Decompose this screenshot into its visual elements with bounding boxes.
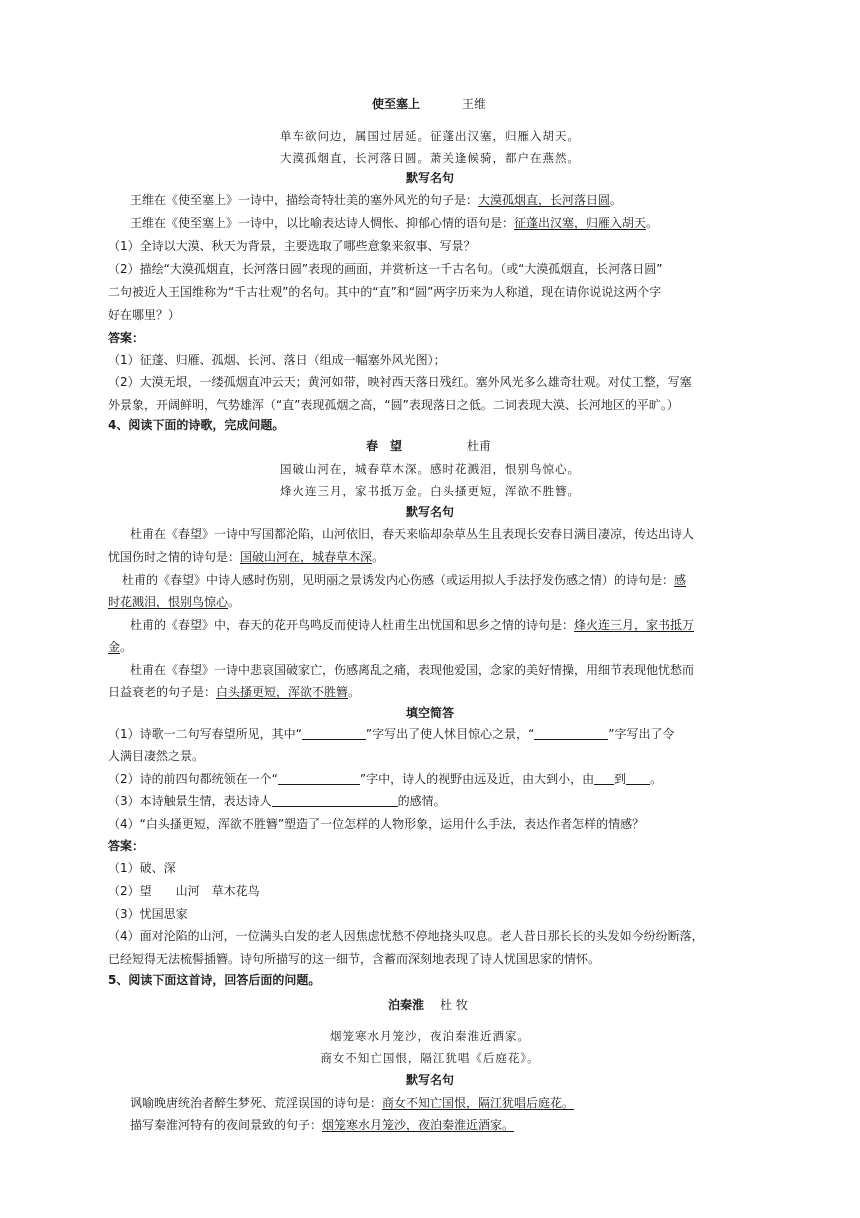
question-2-line-3: 好在哪里？）	[108, 308, 181, 322]
poem1-line-2: 大漠孤烟直，长河落日圆。萧关逢候骑，都户在燕然。	[280, 151, 580, 165]
poem1-title: 使至塞上	[372, 97, 421, 111]
punctuation: 。	[646, 216, 659, 230]
question-text: （3）本诗触景生情，表达诗人	[108, 794, 272, 808]
fill-question-3	[108, 791, 446, 811]
question-4-heading: 4、阅读下面的诗歌，完成问题。	[108, 418, 285, 432]
dictation-prompt: 王维在《使至塞上》一诗中，以比喻表达诗人惆怅、抑郁心情的语句是：	[130, 216, 515, 230]
dictation-answer: 烟笼寒水月笼沙，夜泊秦淮近酒家。	[322, 1118, 515, 1132]
question-1: （1）全诗以大漠、秋天为背景，主要选取了哪些意象来叙事、写景？	[108, 239, 476, 253]
dictation-prompt: 讽喻晚唐统治者醉生梦死、荒淫误国的诗句是：	[130, 1096, 383, 1110]
section-heading-dictation: 默写名句	[405, 171, 454, 185]
section-heading-fill: 填空简答	[405, 706, 454, 720]
question-2-line-1: （2）描绘“大漠孤烟直，长河落日圆”表现的画面，并赏析这一千古名句。（或“大漠孤烟直，长河落日圆”	[108, 262, 663, 276]
poem1-author: 王维	[462, 97, 487, 111]
question-text: ”字中，诗人的视野由远及近，由大到小，由	[359, 772, 595, 786]
dictation-prompt: 日益衰老的句子是：	[108, 685, 217, 699]
dictation-item-1-line-1: 杜甫在《春望》一诗中写国都沦陷，山河依旧，春天来临却杂草丛生且表现长安春日满目凄凉，传达出诗人	[130, 527, 695, 541]
dictation-item-4-line-2	[108, 682, 360, 702]
question-text: ”字写出了使人怵目惊心之景，“	[365, 727, 535, 741]
punctuation: 。	[120, 640, 133, 654]
dictation-item-3-line-2	[108, 637, 132, 657]
answer-blank[interactable]	[626, 771, 650, 785]
dictation-prompt: 王维在《使至塞上》一诗中，描绘奇特壮美的塞外风光的句子是：	[130, 193, 479, 207]
answer-4-line-2: 已经短得无法梳髻插簪。诗句所描写的这一细节，含蓄而深刻地表现了诗人忧国思家的情怀。	[108, 952, 601, 966]
answer-2-line-2: 外景象，开阔鲜明，气势雄浑（“直”表现孤烟之高，“圆”表现落日之低。二词表现大漠、长河地区的平旷。）	[108, 398, 679, 412]
answer-3: （3）忧国思家	[108, 907, 188, 921]
poem2-author: 杜甫	[467, 439, 492, 453]
answer-blank[interactable]	[534, 726, 608, 740]
poem3-line-1: 烟笼寒水月笼沙，夜泊秦淮近酒家。	[330, 1029, 530, 1043]
answer-1: （1）征蓬、归雁、孤烟、长河、落日（组成一幅塞外风光图）；	[108, 353, 446, 367]
answer-label: 答案：	[108, 839, 145, 853]
dictation-item	[130, 1093, 574, 1113]
dictation-answer: 时花溅泪，恨别鸟惊心	[108, 595, 229, 609]
punctuation: 。	[348, 685, 361, 699]
dictation-answer: 金	[108, 640, 121, 654]
fill-question-1-line-1	[108, 724, 675, 744]
section-heading-dictation: 默写名句	[405, 1073, 454, 1087]
dictation-answer: 白头搔更短，浑欲不胜簪	[216, 685, 349, 699]
answer-blank[interactable]	[302, 726, 366, 740]
answer-blank[interactable]	[278, 771, 360, 785]
dictation-answer: 征蓬出汉塞，归雁入胡天	[514, 216, 647, 230]
dictation-answer: 国破山河在，城春草木深	[240, 550, 373, 564]
answer-label: 答案：	[108, 331, 145, 345]
fill-question-1-line-2: 人满目凄然之景。	[108, 749, 205, 763]
dictation-item	[130, 1115, 514, 1135]
dictation-answer: 商女不知亡国恨，隔江犹唱后庭花。	[382, 1096, 575, 1110]
dictation-item-3-line-1	[130, 615, 694, 635]
answer-blank[interactable]	[594, 771, 614, 785]
answer-2-line-1: （2）大漠无垠，一缕孤烟直冲云天；黄河如带，映衬西天落日残红。塞外风光多么雄奇壮观。对仗工整，写塞	[108, 375, 692, 389]
punctuation: 。	[372, 550, 385, 564]
answer-1: （1）破、深	[108, 861, 176, 875]
question-2-line-2: 二句被近人王国维称为“千古壮观”的名句。其中的“直”和“圆”两字历来为人称道，现在请你说说这两个字	[108, 285, 662, 299]
poem3-author: 杜 牧	[440, 998, 468, 1012]
answer-blank[interactable]	[272, 793, 398, 807]
poem3-title: 泊秦淮	[388, 998, 425, 1012]
dictation-prompt: 杜甫的《春望》中诗人感时伤别，见明丽之景诱发内心伤感（或运用拟人手法抒发伤感之情）的诗句是：	[122, 573, 675, 587]
dictation-prompt: 描写秦淮河特有的夜间景致的句子：	[130, 1118, 323, 1132]
poem2-line-2: 烽火连三月，家书抵万金。白头搔更短，浑欲不胜簪。	[280, 484, 580, 498]
question-text: 的感情。	[397, 794, 446, 808]
question-text: （2）诗的前四句都统领在一个“	[108, 772, 278, 786]
answer-2: （2）望 山河 草木花鸟	[108, 884, 260, 898]
question-text: 到	[614, 772, 627, 786]
dictation-item	[130, 190, 622, 210]
dictation-item-1-line-2	[108, 547, 384, 567]
poem1-line-1: 单车欲问边，属国过居延。征蓬出汉塞，归雁入胡天。	[280, 129, 580, 143]
fill-question-2	[108, 769, 662, 789]
dictation-prompt: 忧国伤时之情的诗句是：	[108, 550, 241, 564]
dictation-item-4-line-1: 杜甫在《春望》一诗中悲哀国破家亡，伤感离乱之痛，表现他爱国，念家的美好情操，用细节表现他忧愁而	[130, 663, 695, 677]
dictation-item	[130, 213, 658, 233]
poem2-line-1: 国破山河在，城春草木深。感时花溅泪，恨别鸟惊心。	[280, 462, 580, 476]
poem2-title: 春 望	[366, 439, 403, 453]
dictation-answer: 感	[674, 573, 687, 587]
question-text: （1）诗歌一二句写春望所见，其中“	[108, 727, 302, 741]
poem3-line-2: 商女不知亡国恨，隔江犹唱《后庭花》。	[320, 1051, 540, 1065]
section-heading-dictation: 默写名句	[405, 505, 454, 519]
dictation-answer: 大漠孤烟直，长河落日圆	[478, 193, 611, 207]
question-text: 。	[650, 772, 663, 786]
punctuation: 。	[228, 595, 241, 609]
dictation-prompt: 杜甫的《春望》中，春天的花开鸟鸣反而使诗人杜甫生出忧国和思乡之情的诗句是：	[130, 618, 575, 632]
answer-4-line-1: （4）面对沦陷的山河，一位满头白发的老人因焦虑忧愁不停地挠头叹息。老人昔日那长长的头发如今纷纷断落，	[108, 929, 704, 943]
punctuation: 。	[610, 193, 623, 207]
question-text: ”字写出了令	[608, 727, 675, 741]
question-5-heading: 5、阅读下面这首诗，回答后面的问题。	[108, 973, 321, 987]
dictation-answer: 烽火连三月，家书抵万	[574, 618, 695, 632]
dictation-item-2-line-2	[108, 592, 240, 612]
fill-question-4: （4）“白头搔更短，浑欲不胜簪”塑造了一位怎样的人物形象，运用什么手法，表达作者怎样的情感？	[108, 817, 645, 831]
dictation-item-2-line-1	[122, 570, 686, 590]
